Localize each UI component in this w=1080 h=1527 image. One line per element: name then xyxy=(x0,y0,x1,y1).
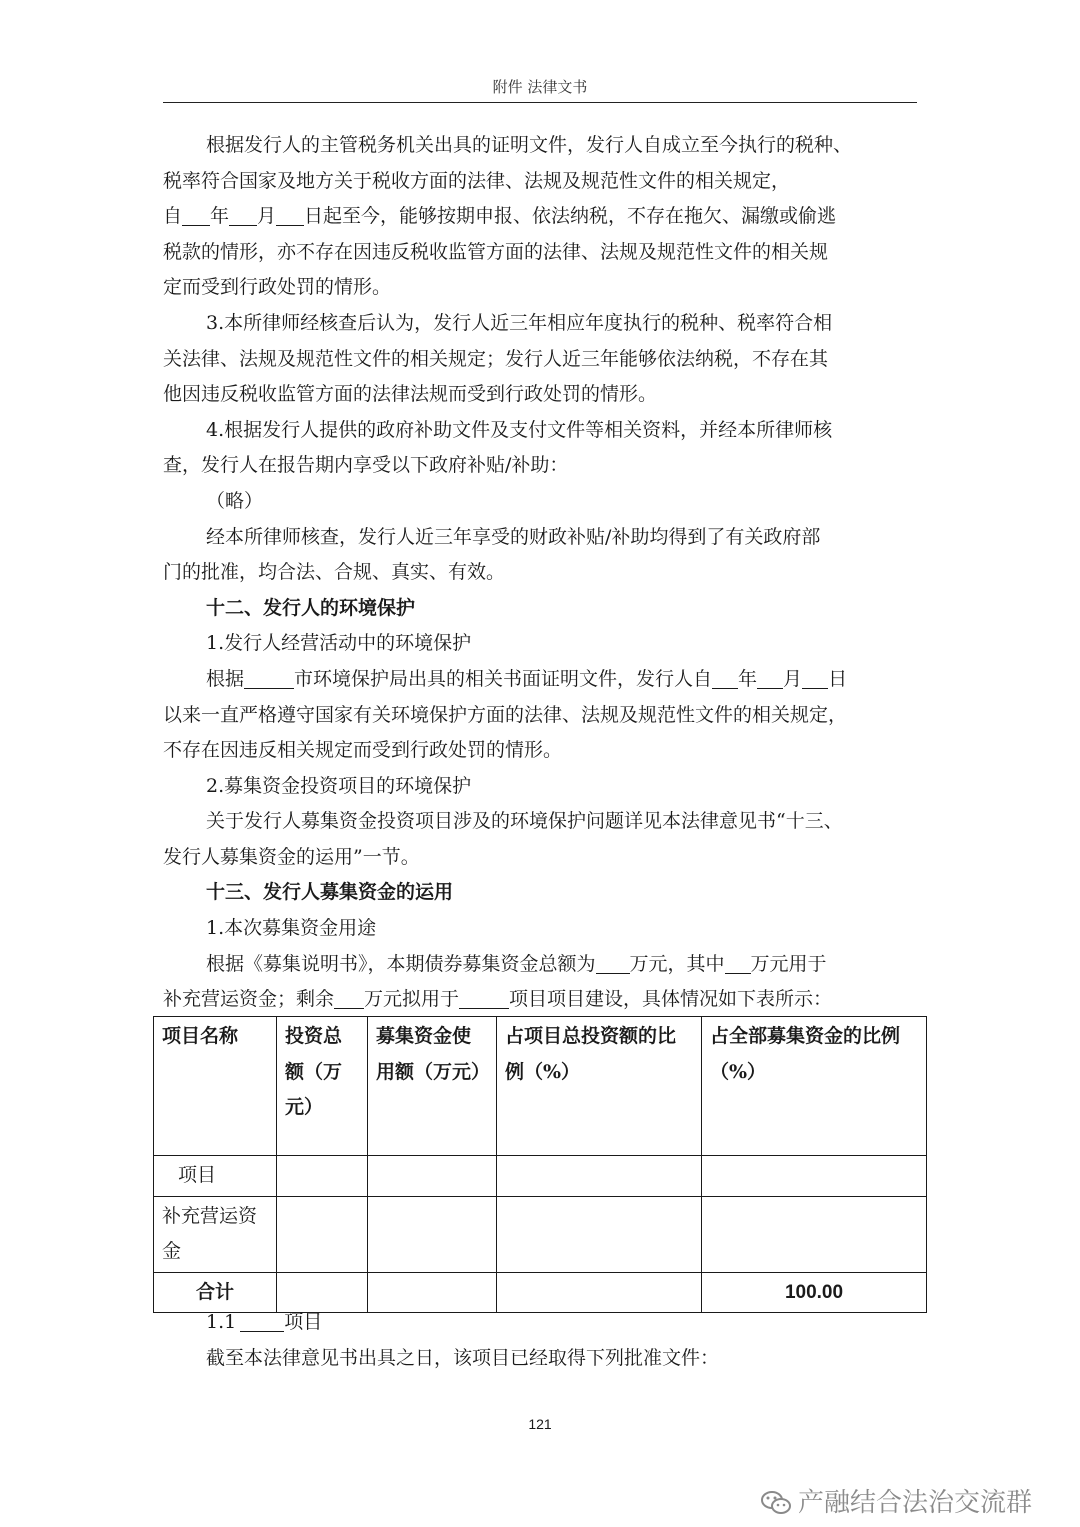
paragraph-line: 根据 市环境保护局出具的相关书面证明文件，发行人自 年 月 日 xyxy=(206,667,848,690)
section-heading: 十二、发行人的环境保护 xyxy=(206,596,416,619)
subsection-heading: 2.募集资金投资项目的环境保护 xyxy=(206,774,472,797)
table-cell: 补充营运资金 xyxy=(154,1196,277,1272)
paragraph-line: 根据《募集说明书》，本期债券募集资金总额为 万元，其中 万元用于 xyxy=(206,952,827,975)
wechat-icon xyxy=(760,1488,798,1518)
paragraph-line: 以来一直严格遵守国家有关环境保护方面的法律、法规及规范性文件的相关规定， xyxy=(163,703,848,726)
table-header: 募集资金使用额（万元） xyxy=(368,1017,497,1156)
table-cell xyxy=(702,1196,927,1272)
fill-blank xyxy=(725,951,751,974)
fill-blank xyxy=(802,666,828,689)
paragraph-line: （略） xyxy=(206,489,264,512)
section-heading: 十三、发行人募集资金的运用 xyxy=(206,881,454,904)
paragraph-line: 关法律、法规及规范性文件的相关规定；发行人近三年能够依法纳税，不存在其 xyxy=(163,347,829,370)
table-header: 占项目总投资额的比例（%） xyxy=(497,1017,702,1156)
paragraph-line: 补充营运资金；剩余 万元拟用于 项目项目建设，具体情况如下表所示： xyxy=(163,988,833,1011)
fill-blank xyxy=(712,666,738,689)
paragraph-line: 定而受到行政处罚的情形。 xyxy=(163,276,392,299)
paragraph-line: 经本所律师核查，发行人近三年享受的财政补贴/补助均得到了有关政府部 xyxy=(206,525,821,548)
paragraph-line: 门的批准，均合法、合规、真实、有效。 xyxy=(163,561,506,584)
subsection-heading: 1.发行人经营活动中的环境保护 xyxy=(206,632,472,655)
paragraph-line: 4.根据发行人提供的政府补助文件及支付文件等相关资料，并经本所律师核 xyxy=(206,418,833,441)
table-cell xyxy=(368,1196,497,1272)
table-cell xyxy=(702,1156,927,1197)
page-number: 121 xyxy=(528,1416,552,1432)
paragraph-line: 3.本所律师经核查后认为，发行人近三年相应年度执行的税种、税率符合相 xyxy=(206,311,833,334)
table-cell xyxy=(497,1156,702,1197)
table-cell xyxy=(277,1196,368,1272)
fill-blank xyxy=(182,203,210,226)
table-cell xyxy=(497,1196,702,1272)
table-cell xyxy=(277,1156,368,1197)
paragraph-line: 查，发行人在报告期内享受以下政府补贴/补助： xyxy=(163,454,569,477)
table-cell: 合计 xyxy=(154,1272,277,1313)
table-cell: 100.00 xyxy=(702,1272,927,1313)
table-row xyxy=(154,1156,927,1197)
table-cell xyxy=(368,1156,497,1197)
fill-blank xyxy=(276,203,304,226)
table-cell: 项目 xyxy=(154,1156,277,1197)
table-header-row xyxy=(154,1017,927,1156)
fill-blank xyxy=(229,203,257,226)
table-row xyxy=(154,1196,927,1272)
paragraph-line: 自 年 月 日起至今，能够按期申报、依法纳税，不存在拖欠、漏缴或偷逃 xyxy=(163,205,837,228)
subsection-heading: 1.1 项目 xyxy=(206,1311,323,1333)
watermark xyxy=(760,1482,1032,1519)
fill-blank xyxy=(596,951,630,974)
paragraph-line: 截至本法律意见书出具之日，该项目已经取得下列批准文件： xyxy=(206,1346,720,1369)
table-header: 项目名称 xyxy=(154,1017,277,1156)
fill-blank xyxy=(334,986,364,1009)
paragraph-line: 税款的情形，亦不存在因违反税收监管方面的法律、法规及规范性文件的相关规 xyxy=(163,240,829,263)
paragraph-line: 不存在因违反相关规定而受到行政处罚的情形。 xyxy=(163,739,563,762)
paragraph-line: 发行人募集资金的运用”一节。 xyxy=(163,845,420,868)
paragraph-line: 关于发行人募集资金投资项目涉及的环境保护问题详见本法律意见书“十三、 xyxy=(206,810,843,833)
paragraph-line: 根据发行人的主管税务机关出具的证明文件，发行人自成立至今执行的税种、 xyxy=(206,134,853,156)
fill-blank xyxy=(244,666,294,689)
table-header: 占全部募集资金的比例（%） xyxy=(702,1017,927,1156)
document-body xyxy=(163,128,923,1018)
page-header: 附件 法律文书 xyxy=(492,78,588,96)
watermark-text: 产融结合法治交流群 xyxy=(798,1488,1033,1518)
fill-blank xyxy=(757,666,783,689)
paragraph-line: 税率符合国家及地方关于税收方面的法律、法规及规范性文件的相关规定， xyxy=(163,169,791,192)
fill-blank xyxy=(459,986,509,1009)
fund-usage-table xyxy=(153,1016,927,1313)
header-rule xyxy=(163,102,917,103)
subsection-heading: 1.本次募集资金用途 xyxy=(206,917,377,940)
fill-blank xyxy=(240,1309,284,1332)
paragraph-line: 他因违反税收监管方面的法律法规而受到行政处罚的情形。 xyxy=(163,383,658,406)
table-header: 投资总额（万元） xyxy=(277,1017,368,1156)
document-body-continued xyxy=(163,1305,923,1376)
